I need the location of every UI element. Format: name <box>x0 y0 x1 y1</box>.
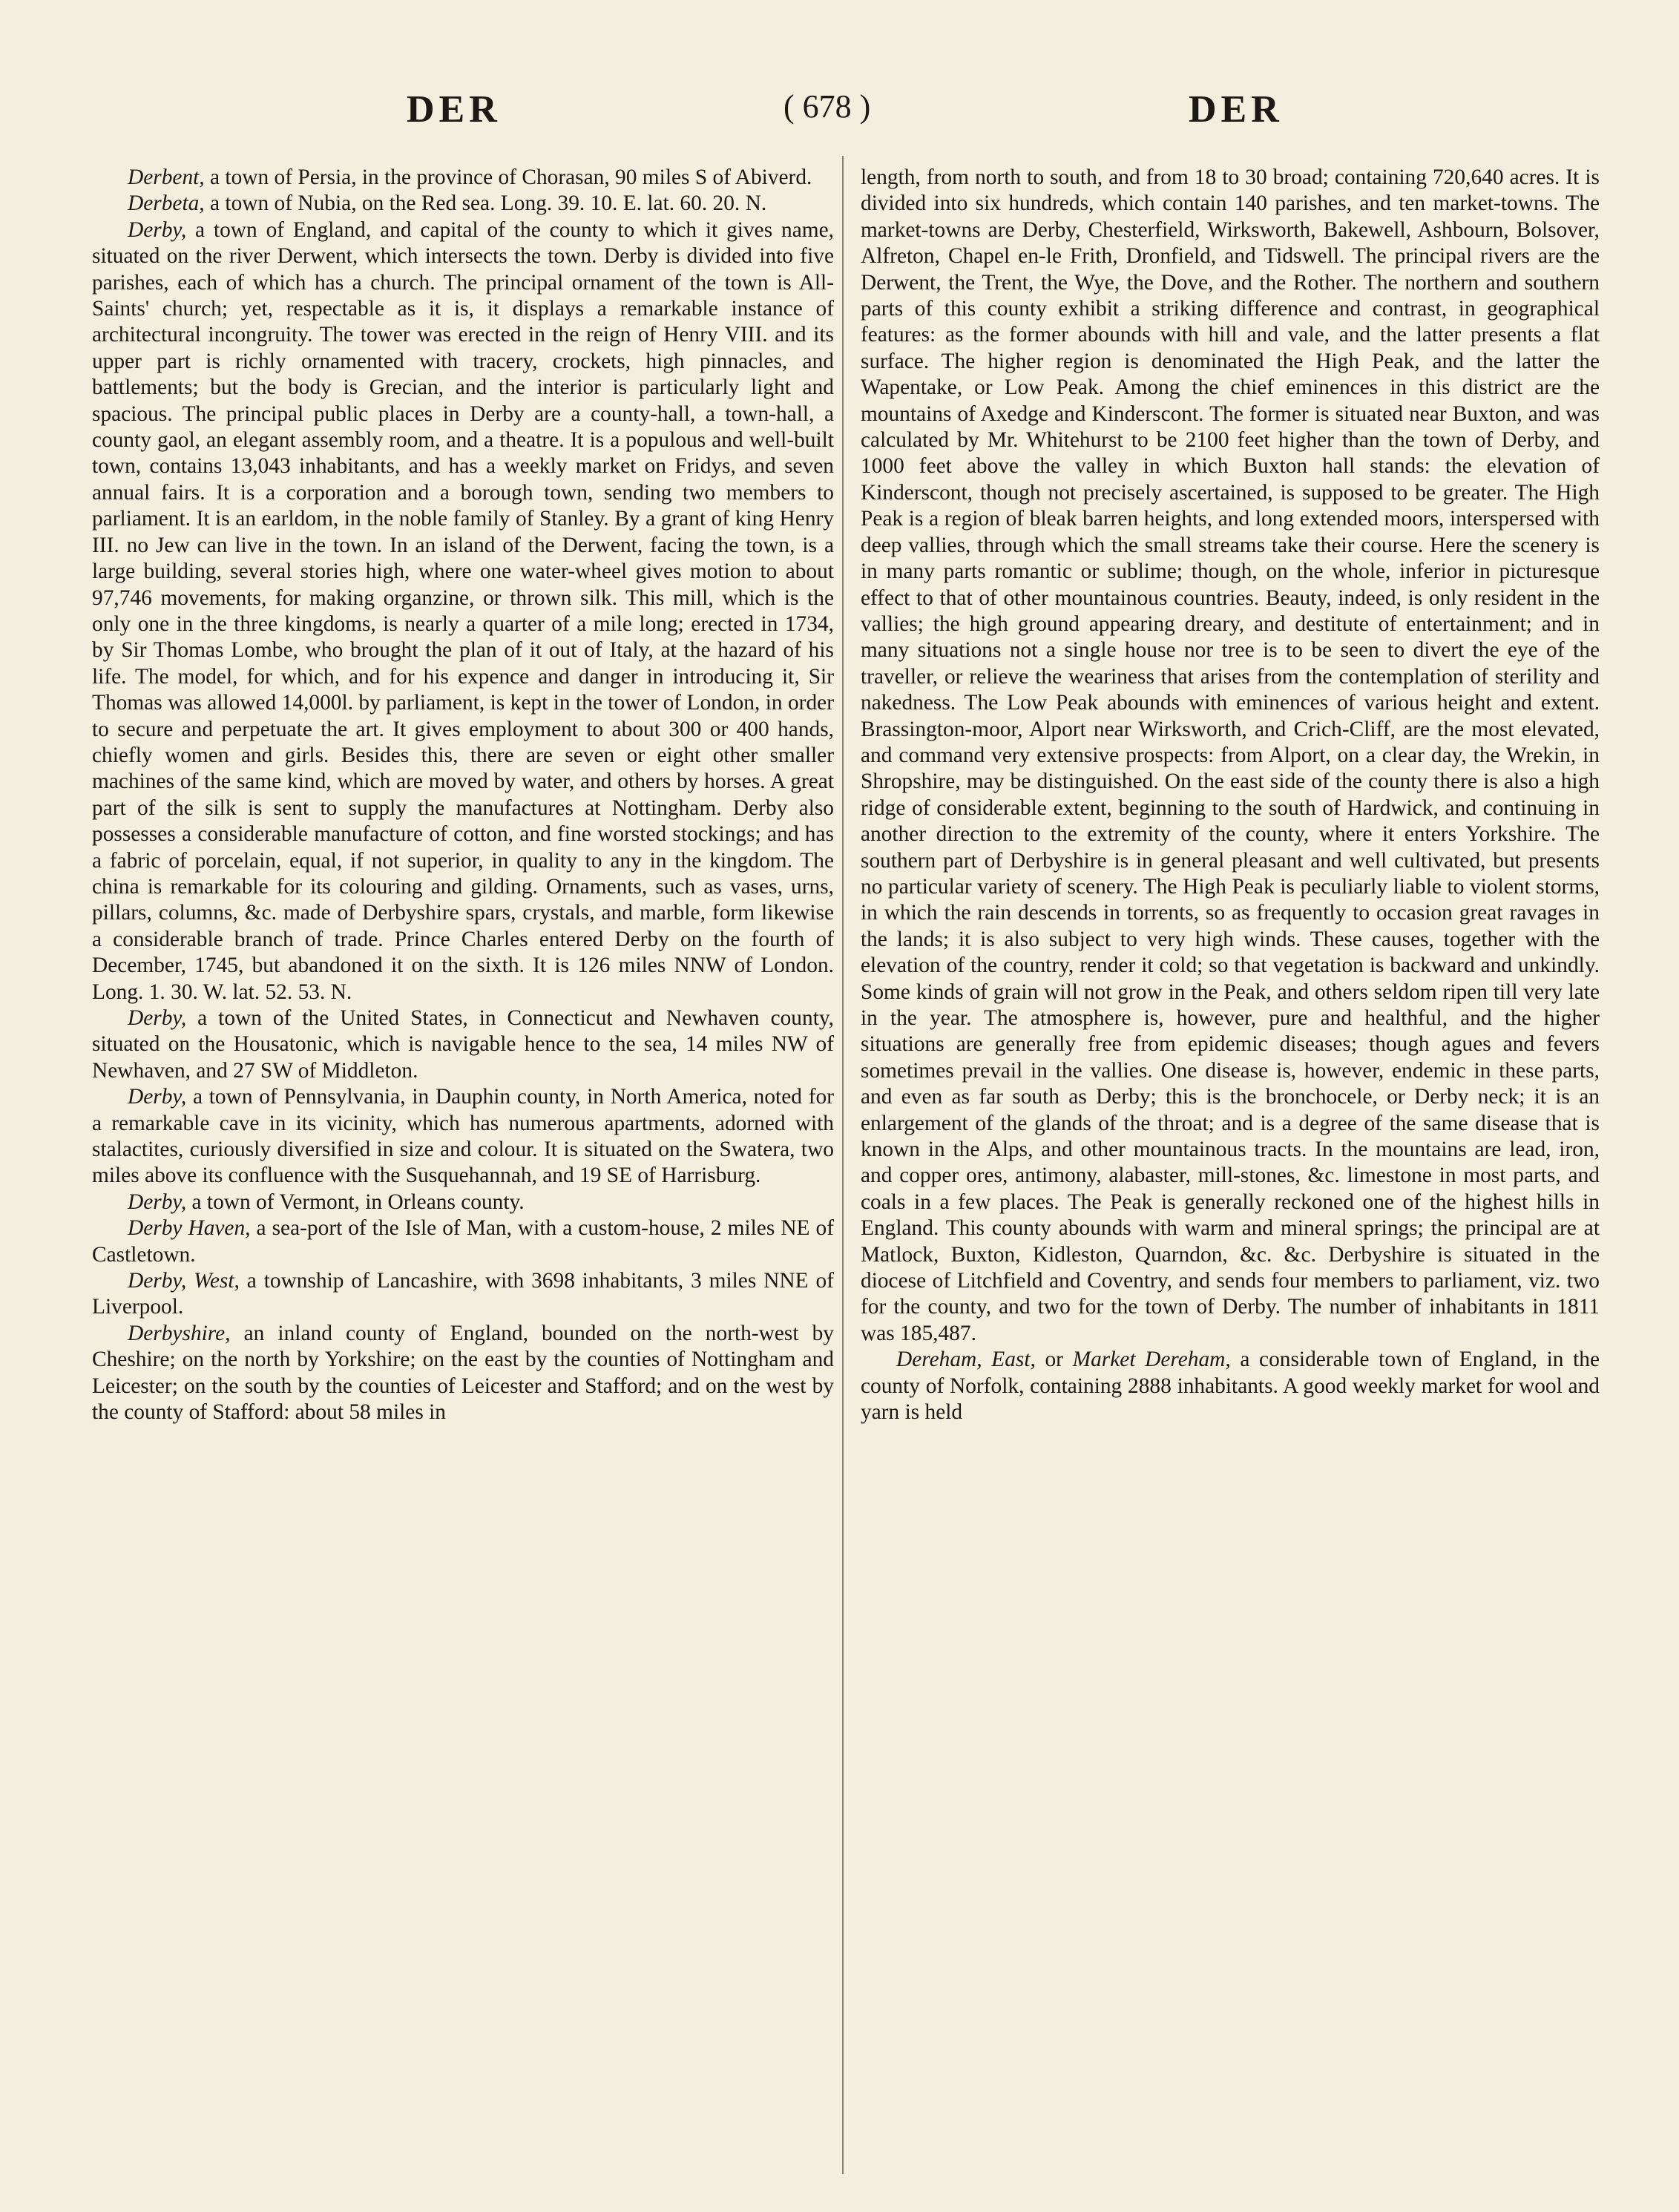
entry-derby-vermont <box>92 1189 834 1215</box>
entry-headword: Derby, <box>128 1189 187 1214</box>
entry-text: an inland county of England, bounded on the north-west by Cheshire; on the north by Yorkshire; on the east by the counties of Nottingham and Leicester; on the south by the counties of Leicester and Stafford; and on the west by the county of Stafford: about 58 miles in <box>92 1321 834 1425</box>
entry-text: a town of England, and capital of the county to which it gives name, situated on the river Derwent, which intersects the town. Derby is divided into five parishes, each of which has a church. The principal ornament of the town is All-Saints' church; yet, respectable as it is, it displays a remarkable instance of architectural incongruity. The tower was erected in the reign of Henry VIII. and its upper part is richly ornamented with tracery, crockets, high pinnacles, and battlements; but the body is Grecian, and the interior is particularly light and spacious. The principal public places in Derby are a county-hall, a town-hall, a county gaol, an elegant assembly room, and a theatre. It is a populous and well-built town, contains 13,043 inhabitants, and has a weekly market on Fridys, and seven annual fairs. It is a corporation and a borough town, sending two members to parliament. It is an earldom, in the noble family of Stanley. By a grant of king Henry III. no Jew can live in the town. In an island of the Derwent, facing the town, is a large building, several stories high, where one water-wheel gives motion to about 97,746 movements, for making organzine, or thrown silk. This mill, which is the only one in the three kingdoms, is nearly a quarter of a mile long; erected in 1734, by Sir Thomas Lombe, who brought the plan of it out of Italy, at the hazard of his life. The model, for which, and for his expence and danger in introducing it, Sir Thomas was allowed 14,000l. by parliament, is kept in the tower of London, in order to secure and perpetuate the art. It gives employment to about 300 or 400 hands, chiefly women and girls. Besides this, there are seven or eight other smaller machines of the same kind, which are moved by water, and others by horses. A great part of the silk is sent to supply the manufactures at Nottingham. Derby also possesses a considerable manufacture of cotton, and fine worsted stockings; and has a fabric of porcelain, equal, if not superior, in quality to any in the kingdom. The china is remarkable for its colouring and gilding. Ornaments, such as vases, urns, pillars, columns, &c. made of Derbyshire spars, crystals, and marble, form likewise a considerable branch of trade. Prince Charles entered Derby on the fourth of December, 1745, but abandoned it on the sixth. It is 126 miles NNW of London. Long. 1. 30. W. lat. 52. 53. N. <box>92 217 834 1004</box>
entry-text: a town of Nubia, on the Red sea. Long. 39. 10. E. lat. 60. 20. N. <box>204 191 767 216</box>
right-column <box>861 165 1600 1426</box>
left-column <box>92 165 834 1426</box>
entry-derbent <box>92 165 834 191</box>
column-divider <box>842 156 844 2174</box>
entry-derby-connecticut <box>92 1005 834 1084</box>
entry-derbyshire <box>92 1321 834 1426</box>
entry-headword: Derby, <box>128 1085 187 1109</box>
entry-derby-england <box>92 217 834 1005</box>
entry-headword: Derby, <box>128 217 187 242</box>
entry-text: a sea-port of the Isle of Man, with a custom-house, 2 miles NE of Castletown. <box>92 1216 834 1267</box>
entry-derby-west <box>92 1268 834 1321</box>
entry-headword: Dereham, East, <box>896 1348 1036 1372</box>
running-header <box>0 88 1679 140</box>
header-left-guide-word: DER <box>407 88 502 131</box>
entry-headword: Derbent, <box>128 165 205 189</box>
entry-text: a town of Persia, in the province of Chorasan, 90 miles S of Abiverd. <box>204 165 812 189</box>
entry-headword: Derby Haven, <box>128 1216 251 1241</box>
entry-dereham-east <box>861 1347 1600 1425</box>
entry-headword-alt: Market Dereham, <box>1072 1348 1231 1372</box>
entry-text: a township of Lancashire, with 3698 inhabitants, 3 miles NNE of Liverpool. <box>92 1269 834 1319</box>
entry-connector: or <box>1035 1348 1073 1372</box>
entry-text: a town of the United States, in Connecticut and Newhaven county, situated on the Housatonic, which is navigable hence to the sea, 14 miles NW of Newhaven, and 27 SW of Middleton. <box>92 1006 834 1083</box>
header-right-guide-word: DER <box>1189 88 1284 131</box>
entry-derby-pennsylvania <box>92 1084 834 1189</box>
entry-derbyshire-continued: length, from north to south, and from 18 to 30 broad; containing 720,640 acres. It is divided into six hundreds, which contain 140 parishes, and ten market-towns. The market-towns are Derby, Chesterfield, Wirksworth, Bakewell, Ashbourn, Bolsover, Alfreton, Chapel en-le Frith, Dronfield, and Tidswell. The principal rivers are the Derwent, the Trent, the Wye, the Dove, and the Rother. The northern and southern parts of this county exhibit a striking difference and contrast, in geographical features: as the former abounds with hill and vale, and the latter presents a flat surface. The higher region is denominated the High Peak, and the latter the Wapentake, or Low Peak. Among the chief eminences in this district are the mountains of Axedge and Kinderscont. The former is situated near Buxton, and was calculated by Mr. Whitehurst to be 2100 feet higher than the town of Derby, and 1000 feet above the valley in which Buxton hall stands: the elevation of Kinderscont, though not precisely ascertained, is supposed to be greater. The High Peak is a region of bleak barren heights, and long extended moors, interspersed with deep vallies, through which the small streams take their course. Here the scenery is in many parts romantic or sublime; though, on the whole, inferior in picturesque effect to that of other mountainous countries. Beauty, indeed, is only resident in the vallies; the high ground appearing dreary, and destitute of entertainment; and in many situations not a single house nor tree is to be seen to divert the eye of the traveller, or relieve the weariness that arises from the contemplation of sterility and nakedness. The Low Peak abounds with eminences of various height and extent. Brassington-moor, Alport near Wirksworth, and Crich-Cliff, are the most elevated, and command very extensive prospects: from Alport, on a clear day, the Wrekin, in Shropshire, may be distinguished. On the east side of the county there is also a high ridge of considerable extent, beginning to the south of Hardwick, and continuing in another direction to the extremity of the county, where it enters Yorkshire. The southern part of Derbyshire is in general pleasant and well cultivated, but presents no particular variety of scenery. The High Peak is peculiarly liable to violent storms, in which the rain descends in torrents, so as frequently to occasion great ravages in the lands; it is also subject to very high winds. These causes, together with the elevation of the country, render it cold; so that vegetation is backward and unkindly. Some kinds of grain will not grow in the Peak, and others seldom ripen till very late in the year. The atmosphere is, however, pure and healthful, and the higher situations are generally free from epidemic diseases; though agues and fevers sometimes prevail in the vallies. One disease is, however, endemic in these parts, and even as far south as Derby; this is the bronchocele, or Derby neck; it is an enlargement of the glands of the throat; and is a degree of the same disease that is known in the Alps, and other mountainous tracts. In the mountains are lead, iron, and copper ores, antimony, alabaster, mill-stones, &c. limestone in most parts, and coals in a few places. The Peak is generally reckoned one of the highest hills in England. This county abounds with warm and mineral springs; the principal are at Matlock, Buxton, Kidleston, Quarndon, &c. &c. Derbyshire is situated in the diocese of Litchfield and Coventry, and sends four members to parliament, viz. two for the county, and two for the town of Derby. The number of inhabitants in 1811 was 185,487. <box>861 165 1600 1345</box>
page-number: ( 678 ) <box>783 88 871 125</box>
entry-derby-haven <box>92 1215 834 1268</box>
entry-text: a considerable town of England, in the county of Norfolk, containing 2888 inhabitants. A good weekly market for wool and yarn is held <box>861 1348 1600 1425</box>
entry-derbeta <box>92 191 834 217</box>
entry-headword: Derbeta, <box>128 191 205 216</box>
entry-headword: Derby, West, <box>128 1269 240 1293</box>
entry-text: a town of Pennsylvania, in Dauphin county, in North America, noted for a remarkable cave in its vicinity, which has numerous apartments, adorned with stalactites, curiously diversified in size and colour. It is situated on the Swatera, two miles above its confluence with the Susquehannah, and 19 SE of Harrisburg. <box>92 1085 834 1188</box>
entry-headword: Derby, <box>128 1006 187 1030</box>
entry-headword: Derbyshire, <box>128 1321 231 1345</box>
entry-text: a town of Vermont, in Orleans county. <box>186 1189 525 1214</box>
